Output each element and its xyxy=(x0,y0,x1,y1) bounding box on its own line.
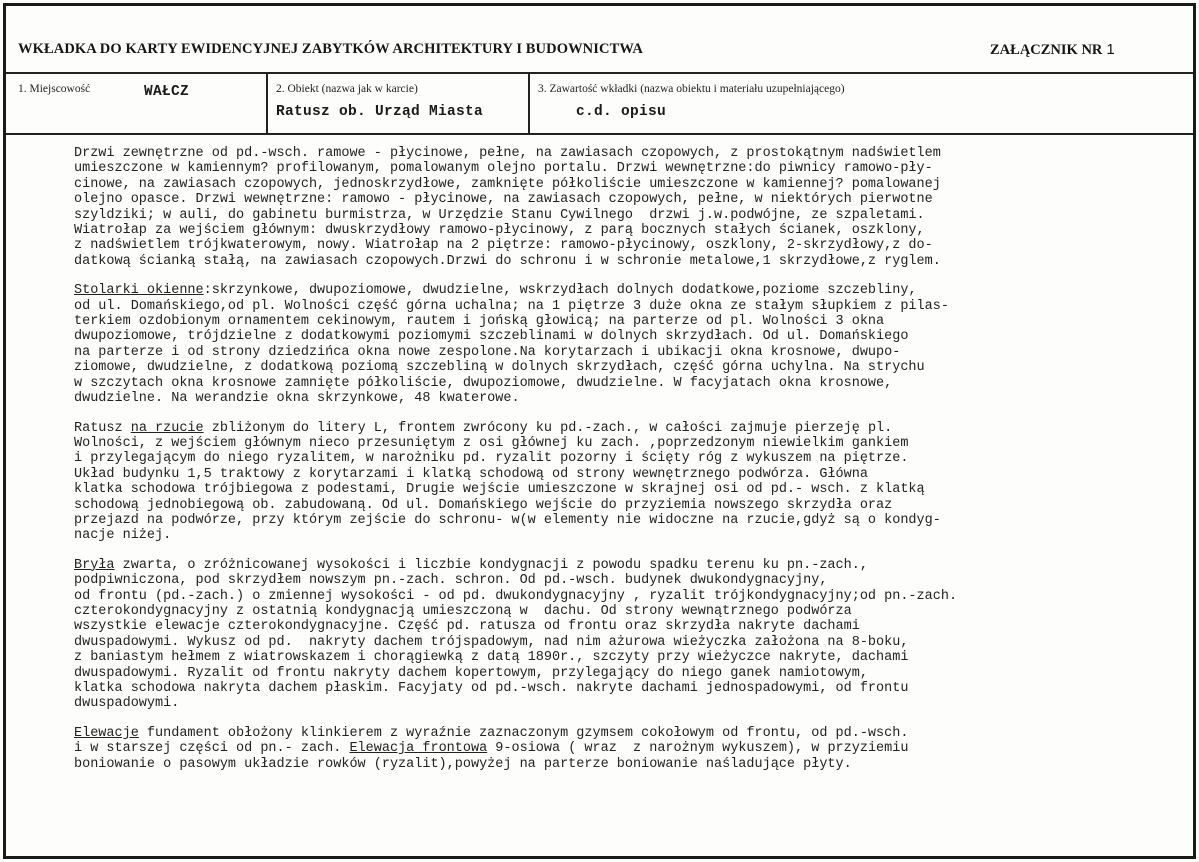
annex-label xyxy=(990,41,1115,59)
text-line: boniowanie o pasowym układzie rowków (ryzalit),powyżej na parterze boniowanie naśladujące płyty. xyxy=(74,756,852,772)
text-line: czterokondygnacyjny z ostatnią kondygnacją umieszczoną w dachu. Od strony wewnątrznego podwórza xyxy=(74,603,852,619)
text-line: Układ budynku 1,5 traktowy z korytarzami i klatką schodową od strony wewnętrznego podwórza. Główna xyxy=(74,466,868,482)
contents-value: c.d. opisu xyxy=(576,104,667,120)
section-heading: Bryła xyxy=(74,557,115,573)
annex-label-text: ZAŁĄCZNIK NR xyxy=(990,42,1103,58)
text-line: ziomowe, dwudzielne, z dodatkową poziomą szczebliną w dolnych skrzydłach, część górna uchylna. Na strychu xyxy=(74,360,925,376)
text-line: Drzwi zewnętrzne od pd.-wsch. ramowe - płycinowe, pełne, na zawiasach czopowych, z prostokątnym nadświetlem xyxy=(74,146,941,161)
text-run: zbliżonym do litery L, frontem zwrócony ku pd.-zach., w całości zajmuje pierzeję pl. xyxy=(203,420,893,436)
text-run: :skrzynkowe, dwupoziomowe, dwudzielne, wskrzydłach dolnych dodatkowe,poziome szczebliny, xyxy=(203,283,917,299)
text-line: datkową ścianką stałą, na zawiasach czopowych.Drzwi do schronu i w schronie metalowe,1 skrzydłowe,z ryglem. xyxy=(74,253,941,269)
text-line: i przylegającym do niego ryzalitem, w narożniku pd. ryzalit pozorny i ścięty róg z wykuszem na piętrze. xyxy=(74,451,909,467)
text-line: z nadświetlem trójkwaterowym, nowy. Wiatrołap na 2 piętrze: ramowo-płycinowy, oszklony, 2-skrzydłowy,z do- xyxy=(74,238,933,254)
text-line: schodową jednobiegową ob. zabudowaną. Od ul. Domańskiego wejście do przyziemia nowszego skrzydła oraz xyxy=(74,497,893,513)
text-line: przejazd na podwórze, przy którym zejście do schronu- w(w elementy nie widoczne na rzucie,gdyż są o kondyg- xyxy=(74,512,941,528)
annex-number: 1 xyxy=(1106,41,1115,58)
text-line: z baniastym hełmem z wiatrowskazem i chorągiewką z datą 1890r., szczyty przy wieżyczce nakryte, dachami xyxy=(74,650,909,666)
text-line: dwuspadowymi. xyxy=(74,696,180,712)
text-line: dwuspadowymi. Ryzalit od frontu nakryty dachem kopertowym, przylegający do niego ganek namiotowym, xyxy=(74,665,868,681)
object-label: 2. Obiekt (nazwa jak w karcie) xyxy=(276,83,418,95)
paragraph-doors xyxy=(74,146,1194,269)
field-divider-2 xyxy=(528,74,530,133)
text-line xyxy=(74,421,1194,436)
text-run: 9-osiowa ( wraz z narożnym wykuszem), w przyziemiu xyxy=(487,741,909,757)
description-text xyxy=(74,146,1194,786)
text-run: i w starszej części od pn.- zach. xyxy=(74,741,350,757)
text-line: w szczytach okna krosnowe zamnięte półkoliście, dwupoziomowe, dwudzielne. W facyjatach okna krosnowe, xyxy=(74,375,893,391)
card-title: WKŁADKA DO KARTY EWIDENCYJNEJ ZABYTKÓW ARCHITEKTURY I BUDOWNICTWA xyxy=(18,41,643,57)
section-heading: Elewacja frontowa xyxy=(349,741,488,757)
text-line: wszystkie elewacje czterokondygnacyjne. Część pd. ratusza od frontu oraz skrzydła nakryte dachami xyxy=(74,619,860,635)
header-divider xyxy=(6,72,1193,74)
paragraph-plan xyxy=(74,421,1194,544)
field-divider-1 xyxy=(266,74,268,133)
text-line: cinowe, na zawiasach czopowych, jednoskrzydłowe, zamknięte półkoliście umieszczone w kamiennej? pomalowanej xyxy=(74,176,941,192)
text-line: Wiatrołap za wejściem głównym: dwuskrzydłowy ramowo-płycinowy, z parą bocznych stałych ścianek, oszklony, xyxy=(74,223,925,239)
text-line xyxy=(74,741,1194,756)
text-line: dwudzielne. Na werandzie okna skrzynkowe, 48 kwaterowe. xyxy=(74,391,520,407)
text-line: szyldziki; w auli, do gabinetu burmistrza, w Urzędzie Stanu Cywilnego drzwi j.w.podwójne, ze szpaletami. xyxy=(74,207,925,223)
text-line: od frontu (pd.-zach.) o zmiennej wysokości - od pd. dwukondygnacyjny , ryzalit trójkondygnacyjny;od pn.-zach. xyxy=(74,588,958,604)
text-line: podpiwniczona, pod skrzydłem nowszym pn.-zach. schron. Od pd.-wsch. budynek dwukondygnacyjny, xyxy=(74,573,828,589)
text-line: olejno opasce. Drzwi wewnętrzne: ramowo - płycinowe, na zawiasach czopowych, pełne, w niektórych pierwotne xyxy=(74,192,933,208)
text-line: klatka schodowa trójbiegowa z podestami, Drugie wejście umieszczone w skrajnej osi od pd.- wsch. z klatką xyxy=(74,482,925,498)
text-run: Ratusz xyxy=(74,420,131,436)
locality-label: 1. Miejscowość xyxy=(18,83,91,95)
section-heading: Elewacje xyxy=(74,725,139,741)
paragraph-massing xyxy=(74,558,1194,712)
section-heading: Stolarki okienne xyxy=(74,283,204,299)
locality-value: WAŁCZ xyxy=(144,84,190,100)
text-line xyxy=(74,558,1194,573)
contents-label: 3. Zawartość wkładki (nazwa obiektu i materiału uzupełniającego) xyxy=(538,83,845,95)
text-line: Wolności, z wejściem głównym nieco przesuniętym z osi głównej ku zach. ,poprzedzonym niewielkim gankiem xyxy=(74,435,909,451)
paragraph-windows xyxy=(74,283,1194,406)
text-line: od ul. Domańskiego,od pl. Wolności część górna uchalna; na 1 piętrze 3 duże okna ze stałym słupkiem z pilas- xyxy=(74,298,949,314)
text-line: terkiem ozdobionym ornamentem cekinowym, rautem i jońską głowicą; na parterze od pl. Wolności 3 okna xyxy=(74,314,885,330)
text-line: klatka schodowa nakryta dachem płaskim. Facyjaty od pd.-wsch. nakryte dachami jednospadowymi, od frontu xyxy=(74,681,909,696)
paragraph-elevations xyxy=(74,726,1194,772)
text-line: dwuspadowymi. Wykusz od pd. nakryty dachem trójspadowym, nad nim ażurowa wieżyczka założona na 8-boku, xyxy=(74,634,909,650)
text-run: zwarta, o zróżnicowanej wysokości i liczbie kondygnacji z powodu spadku terenu ku pn.-zach., xyxy=(114,557,868,573)
text-line: umieszczone w kamiennym? profilowanym, pomalowanym olejno portalu. Drzwi wewnętrzne:do piwnicy ramowo-pły- xyxy=(74,161,933,177)
object-value: Ratusz ob. Urząd Miasta xyxy=(276,104,484,120)
text-line xyxy=(74,283,1194,298)
text-line: dwupoziomowe, trójdzielne z dodatkowymi poziomymi szczeblinami w dolnych skrzydłach. Od ul. Domańskiego xyxy=(74,329,909,345)
section-heading: na rzucie xyxy=(130,420,204,436)
fields-divider xyxy=(6,133,1193,135)
text-line xyxy=(74,726,1194,741)
text-line: nacje niżej. xyxy=(74,528,172,544)
text-run: fundament obłożony klinkierem z wyraźnie zaznaczonym gzymsem cokołowym od frontu, od pd.-wsch. xyxy=(138,725,909,741)
text-line: na parterze i od strony dziedzińca okna nowe zespolone.Na korytarzach i ubikacji okna krosnowe, dwupo- xyxy=(74,344,901,360)
